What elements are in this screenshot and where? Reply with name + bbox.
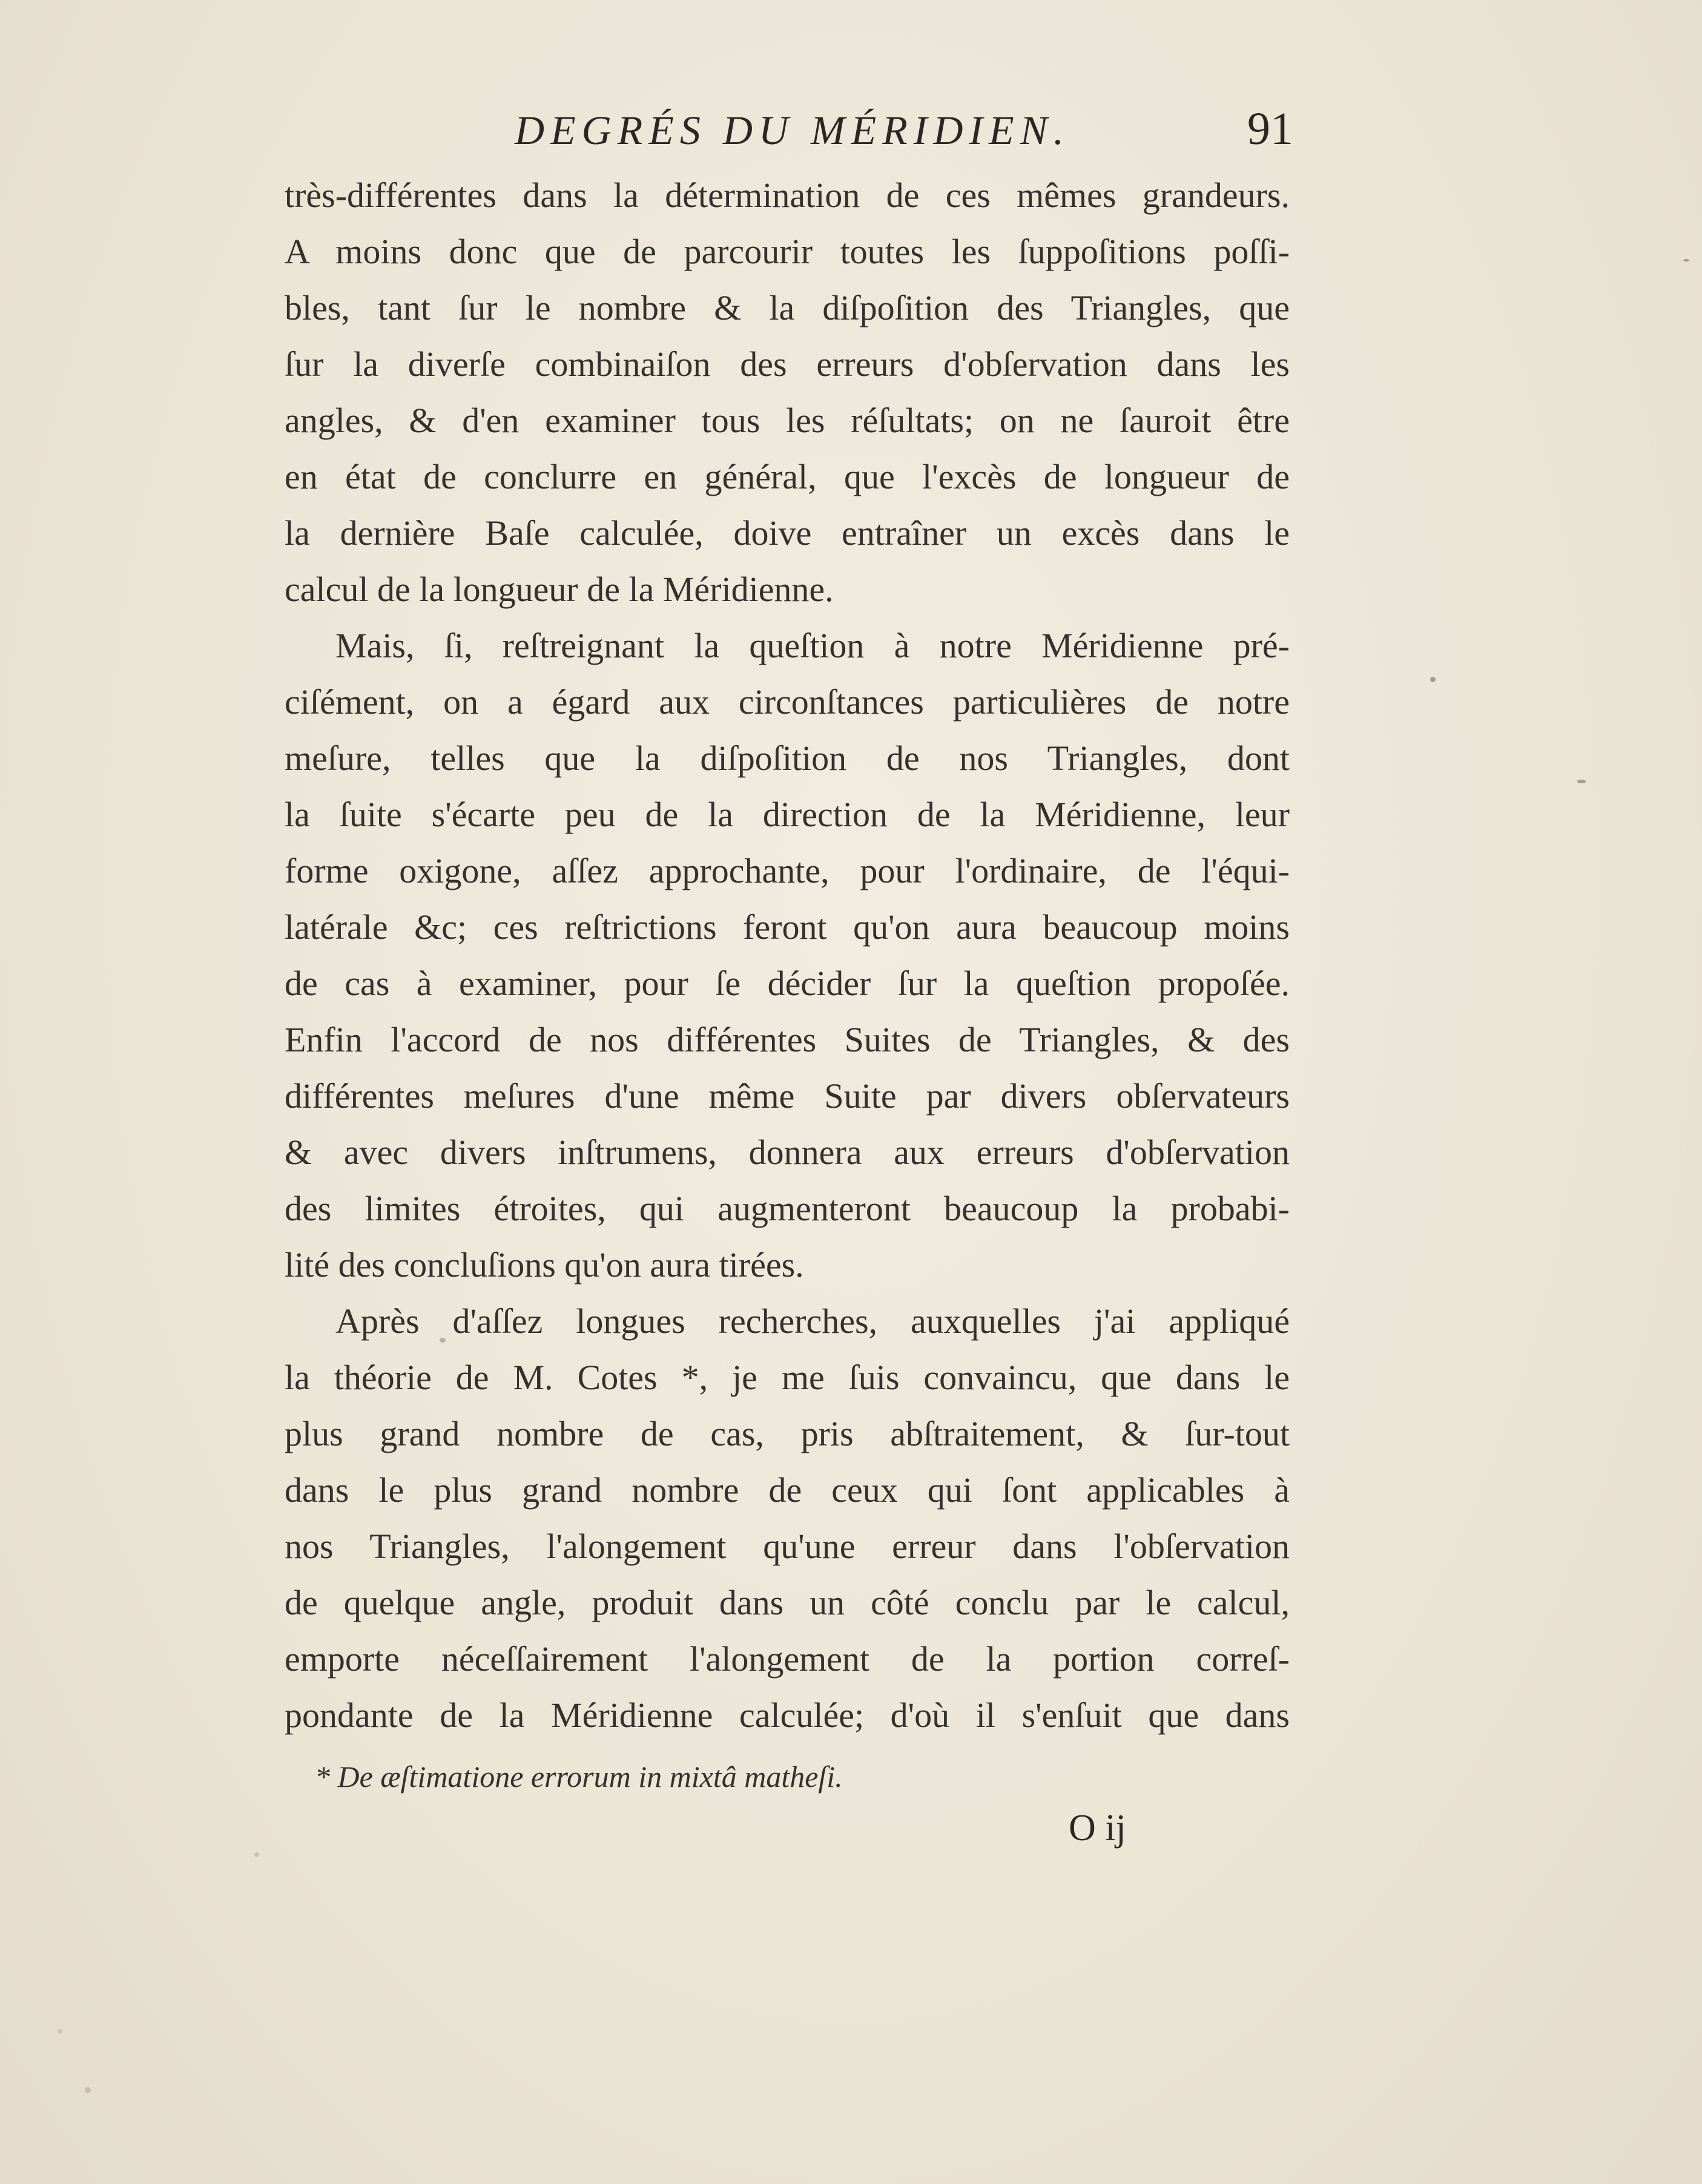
text-line: dans le plus grand nombre de ceux qui ſont applicables à: [285, 1470, 1290, 1510]
paper-speck: [85, 2087, 91, 2093]
text-line: latérale &c; ces reſtrictions feront qu'on aura beaucoup moins: [285, 907, 1290, 947]
body-text: [285, 167, 1290, 1743]
paper-speck: [1577, 780, 1586, 783]
text-line: de cas à examiner, pour ſe décider ſur la queſtion propoſée.: [285, 964, 1290, 1003]
paper-speck: [1683, 259, 1689, 261]
paper-speck: [1430, 677, 1436, 682]
text-line: la dernière Baſe calculée, doive entraîner un excès dans le: [285, 513, 1290, 553]
text-line: meſure, telles que la diſpoſition de nos Triangles, dont: [285, 738, 1290, 778]
text-line: la théorie de M. Cotes *, je me ſuis convaincu, que dans le: [285, 1358, 1290, 1397]
text-line: calcul de la longueur de la Méridienne.: [285, 570, 834, 609]
text-line: plus grand nombre de cas, pris abſtraitement, & ſur-tout: [285, 1414, 1290, 1453]
signature-mark: O ij: [1069, 1807, 1126, 1849]
text-line: Mais, ſi, reſtreignant la queſtion à notre Méridienne pré-: [335, 626, 1290, 665]
footnote: * De æſtimatione errorum in mixtâ matheſi.: [315, 1760, 843, 1794]
text-line: ſur la diverſe combinaiſon des erreurs d'obſervation dans les: [285, 344, 1290, 384]
text-line: A moins donc que de parcourir toutes les ſuppoſitions poſſi-: [285, 232, 1290, 271]
text-line: Enfin l'accord de nos différentes Suites de Triangles, & des: [285, 1020, 1290, 1059]
text-line: bles, tant ſur le nombre & la diſpoſition des Triangles, que: [285, 288, 1290, 327]
text-line: pondante de la Méridienne calculée; d'où il s'enſuit que dans: [285, 1696, 1290, 1735]
text-line: de quelque angle, produit dans un côté conclu par le calcul,: [285, 1583, 1290, 1622]
page-number: 91: [1247, 104, 1293, 154]
text-line: très-différentes dans la détermination de ces mêmes grandeurs.: [285, 176, 1290, 215]
paper-speck: [58, 2029, 62, 2034]
text-line: ciſément, on a égard aux circonſtances particulières de notre: [285, 682, 1290, 722]
text-line: la ſuite s'écarte peu de la direction de la Méridienne, leur: [285, 795, 1290, 834]
text-line: lité des concluſions qu'on aura tirées.: [285, 1245, 804, 1284]
text-line: Après d'aſſez longues recherches, auxquelles j'ai appliqué: [335, 1301, 1290, 1341]
text-line: forme oxigone, aſſez approchante, pour l'ordinaire, de l'équi-: [285, 851, 1290, 890]
paper-speck: [254, 1852, 259, 1857]
text-line: angles, & d'en examiner tous les réſultats; on ne ſauroit être: [285, 401, 1290, 440]
running-title: DEGRÉS DU MÉRIDIEN.: [515, 107, 1070, 153]
text-line: des limites étroites, qui augmenteront beaucoup la probabi-: [285, 1189, 1290, 1228]
text-line: & avec divers inſtrumens, donnera aux erreurs d'obſervation: [285, 1133, 1290, 1172]
text-line: emporte néceſſairement l'alongement de la portion correſ-: [285, 1639, 1290, 1679]
text-line: nos Triangles, l'alongement qu'une erreur dans l'obſervation: [285, 1527, 1290, 1566]
text-line: en état de conclurre en général, que l'excès de longueur de: [285, 457, 1290, 496]
text-line: différentes meſures d'une même Suite par divers obſervateurs: [285, 1076, 1290, 1116]
paper-speck: [440, 1338, 446, 1343]
